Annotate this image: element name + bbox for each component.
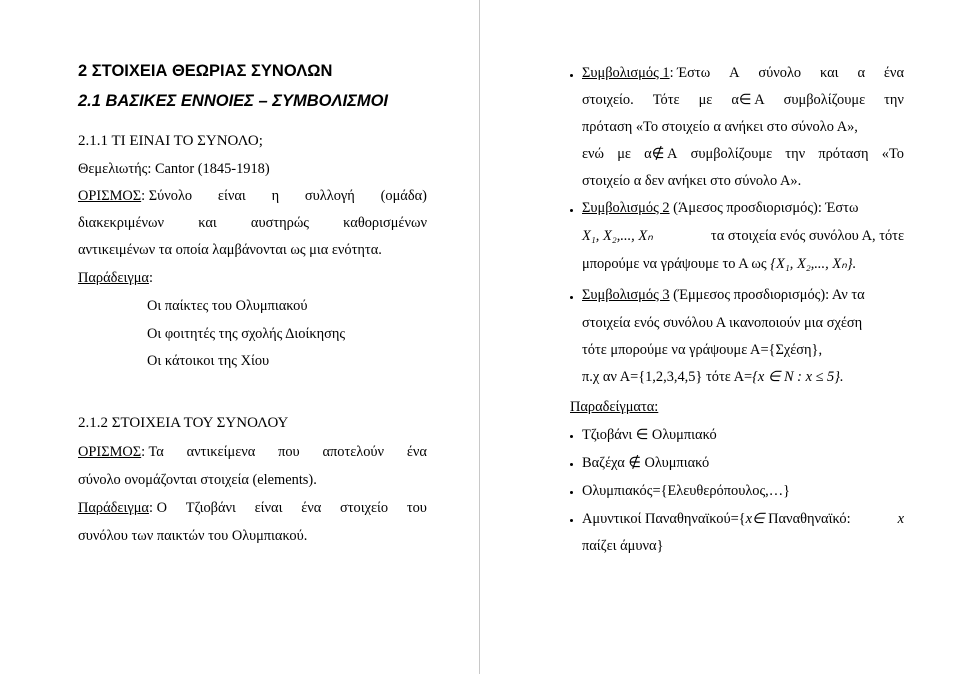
bullet-icon (570, 296, 573, 299)
subsection-heading-212: 2.1.2 ΣΤΟΙΧΕΙΑ ΤΟΥ ΣΥΝΟΛΟΥ (78, 415, 289, 431)
definition1-line1: ΟΡΙΣΜΟΣ: Σύνολο είναι η συλλογή (ομάδα) (78, 188, 427, 204)
subsection-heading-211: 2.1.1 ΤΙ ΕΙΝΑΙ ΤΟ ΣΥΝΟΛΟ; (78, 133, 263, 149)
definition2-line1: ΟΡΙΣΜΟΣ: Τα αντικείμενα που αποτελούν ένα (78, 444, 427, 460)
section-heading: 2.1 ΒΑΣΙΚΕΣ ΕΝΝΟΙΕΣ – ΣΥΜΒΟΛΙΣΜΟΙ (78, 92, 389, 110)
definition1-line3: αντικειμένων τα οποία λαμβάνονται ως μια ενότητα. (78, 242, 382, 258)
symbolism2-line3: μπορούμε να γράψουμε το Α ως {X₁, X₂,..., Xₙ}. (582, 256, 857, 272)
example2-line2: συνόλου των παικτών του Ολυμπιακού. (78, 528, 308, 544)
example-heading: Παράδειγμα: (78, 270, 153, 286)
example-item: Οι κάτοικοι της Χίου (147, 353, 270, 369)
example-item: Ολυμπιακός={Ελευθερόπουλος,…} (582, 483, 791, 499)
symbolism3-line1: Συμβολισμός 3 (Έμμεσος προσδιορισμός): Αν τα (582, 287, 865, 303)
example2-line1: Παράδειγμα: Ο Τζιοβάνι είναι ένα στοιχείο του (78, 500, 427, 516)
symbolism3-line4: π.χ αν Α={1,2,3,4,5} τότε Α={x ∈ N : x ≤ 5}. (582, 369, 844, 385)
symbolism1-line5: στοιχείο α δεν ανήκει στο σύνολο Α». (582, 173, 802, 189)
founder-line: Θεμελιωτής: Cantor (1845-1918) (78, 161, 270, 177)
bullet-icon (570, 435, 573, 438)
definition2-line2: σύνολο ονομάζονται στοιχεία (elements). (78, 472, 317, 488)
symbolism3-line2: στοιχεία ενός συνόλου Α ικανοποιούν μια σχέση (582, 315, 863, 331)
symbolism1-line3: πρόταση «Το στοιχείο α ανήκει στο σύνολο Α», (582, 119, 858, 135)
example-item: Βαζέχα ∉ Ολυμπιακό (582, 455, 710, 471)
definition1-label: ΟΡΙΣΜΟΣ (78, 188, 142, 204)
chapter-heading: 2 ΣΤΟΙΧΕΙΑ ΘΕΩΡΙΑΣ ΣΥΝΟΛΩΝ (78, 62, 333, 80)
example-item: Οι παίκτες του Ολυμπιακού (147, 298, 308, 314)
symbolism3-line3: τότε μπορούμε να γράψουμε Α={Σχέση}, (582, 342, 823, 358)
example-item-continuation: παίζει άμυνα} (582, 538, 664, 554)
bullet-icon (570, 209, 573, 212)
definition1-line2: διακεκριμένων και αυστηρώς καθορισμένων (78, 215, 427, 231)
bullet-icon (570, 74, 573, 77)
bullet-icon (570, 519, 573, 522)
symbolism1-line2: στοιχείο. Τότε με α∈ Α συμβολίζουμε την (582, 92, 904, 108)
example-item: Αμυντικοί Παναθηναϊκού={x∈ Παναθηναϊκό: x (582, 511, 904, 527)
symbolism2-line1: Συμβολισμός 2 (Άμεσος προσδιορισμός): Έστω (582, 200, 859, 216)
bullet-icon (570, 491, 573, 494)
bullet-icon (570, 463, 573, 466)
example-item: Τζιοβάνι ∈ Ολυμπιακό (582, 427, 717, 443)
symbolism1-line4: ενώ με α∉ Α συμβολίζουμε την πρόταση «Το (582, 146, 904, 162)
symbolism2-line2: X₁, X₂,..., Xₙ τα στοιχεία ενός συνόλου Α, τότε (582, 228, 904, 244)
examples-heading: Παραδείγματα: (570, 399, 659, 415)
symbolism1-line1: Συμβολισμός 1: Έστω Α σύνολο και α ένα (582, 65, 904, 81)
example-item: Οι φοιτητές της σχολής Διοίκησης (147, 326, 346, 342)
